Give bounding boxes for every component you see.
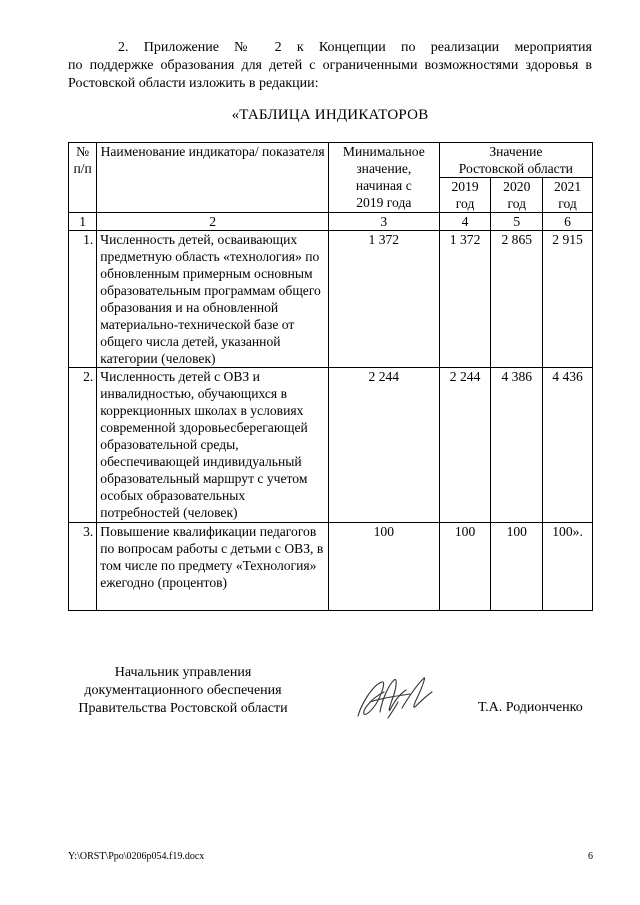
col-number: 1 <box>69 213 97 231</box>
col-number: 5 <box>491 213 543 231</box>
header-min: Минимальное значение, начиная с 2019 года <box>328 143 439 213</box>
footer-file-path: Y:\ORST\Ppo\0206p054.f19.docx <box>68 851 205 862</box>
header-2020: 2020 год <box>491 178 543 213</box>
header-row-1 <box>69 143 593 178</box>
header-num: № п/п <box>69 143 97 213</box>
row-min: 1 372 <box>328 231 439 368</box>
row-2019: 2 244 <box>439 368 491 523</box>
col-number: 3 <box>328 213 439 231</box>
row-2019: 1 372 <box>439 231 491 368</box>
row-2021: 2 915 <box>543 231 593 368</box>
handwritten-signature-icon <box>352 672 438 724</box>
table-row <box>69 231 593 368</box>
row-2021: 100». <box>543 523 593 611</box>
column-numbers-row <box>69 213 593 231</box>
signatory-name: Т.А. Родионченко <box>478 700 583 715</box>
header-value-group: Значение Ростовской области <box>439 143 592 178</box>
intro-line-1: 2. Приложение № 2 к Концепции по реализации мероприятия <box>118 40 592 55</box>
col-number: 2 <box>97 213 329 231</box>
row-name: Численность детей, осваивающих предметную область «технология» по обновленным примерным основным образовательным программам общего образования и на обновленной материально-технической базе от общего числа детей, указанной категории (человек) <box>97 231 329 368</box>
row-name: Численность детей с ОВЗ и инвалидностью, обучающихся в коррекционных школах в условиях современной здоровьесберегающей образовательной среды, обеспечивающей индивидуальный образовательный маршрут с учетом особых образовательных потребностей (человек) <box>97 368 329 523</box>
row-name: Повышение квалификации педагогов по вопросам работы с детьми с ОВЗ, в том числе по предмету «Технология» ежегодно (процентов) <box>97 523 329 611</box>
row-2019: 100 <box>439 523 491 611</box>
row-2020: 2 865 <box>491 231 543 368</box>
page-number: 6 <box>588 851 593 862</box>
row-2021: 4 436 <box>543 368 593 523</box>
table-title: «ТАБЛИЦА ИНДИКАТОРОВ <box>231 107 429 123</box>
row-2020: 100 <box>491 523 543 611</box>
col-number: 6 <box>543 213 593 231</box>
signatory-position: Начальник управления документационного обеспечения Правительства Ростовской области <box>78 665 288 716</box>
header-2021: 2021 год <box>543 178 593 213</box>
row-2020: 4 386 <box>491 368 543 523</box>
indicators-table <box>68 142 593 611</box>
table-row <box>69 368 593 523</box>
row-min: 100 <box>328 523 439 611</box>
row-num: 1. <box>69 231 97 368</box>
intro-line-rest: по поддержке образования для детей с ограниченными возможностями здоровья в Ростовской области изложить в редакции: <box>68 58 592 91</box>
header-name: Наименование индикатора/ показателя <box>97 143 329 213</box>
table-row <box>69 523 593 611</box>
row-num: 3. <box>69 523 97 611</box>
header-2019: 2019 год <box>439 178 491 213</box>
intro-paragraph <box>68 39 592 93</box>
row-num: 2. <box>69 368 97 523</box>
row-min: 2 244 <box>328 368 439 523</box>
col-number: 4 <box>439 213 491 231</box>
